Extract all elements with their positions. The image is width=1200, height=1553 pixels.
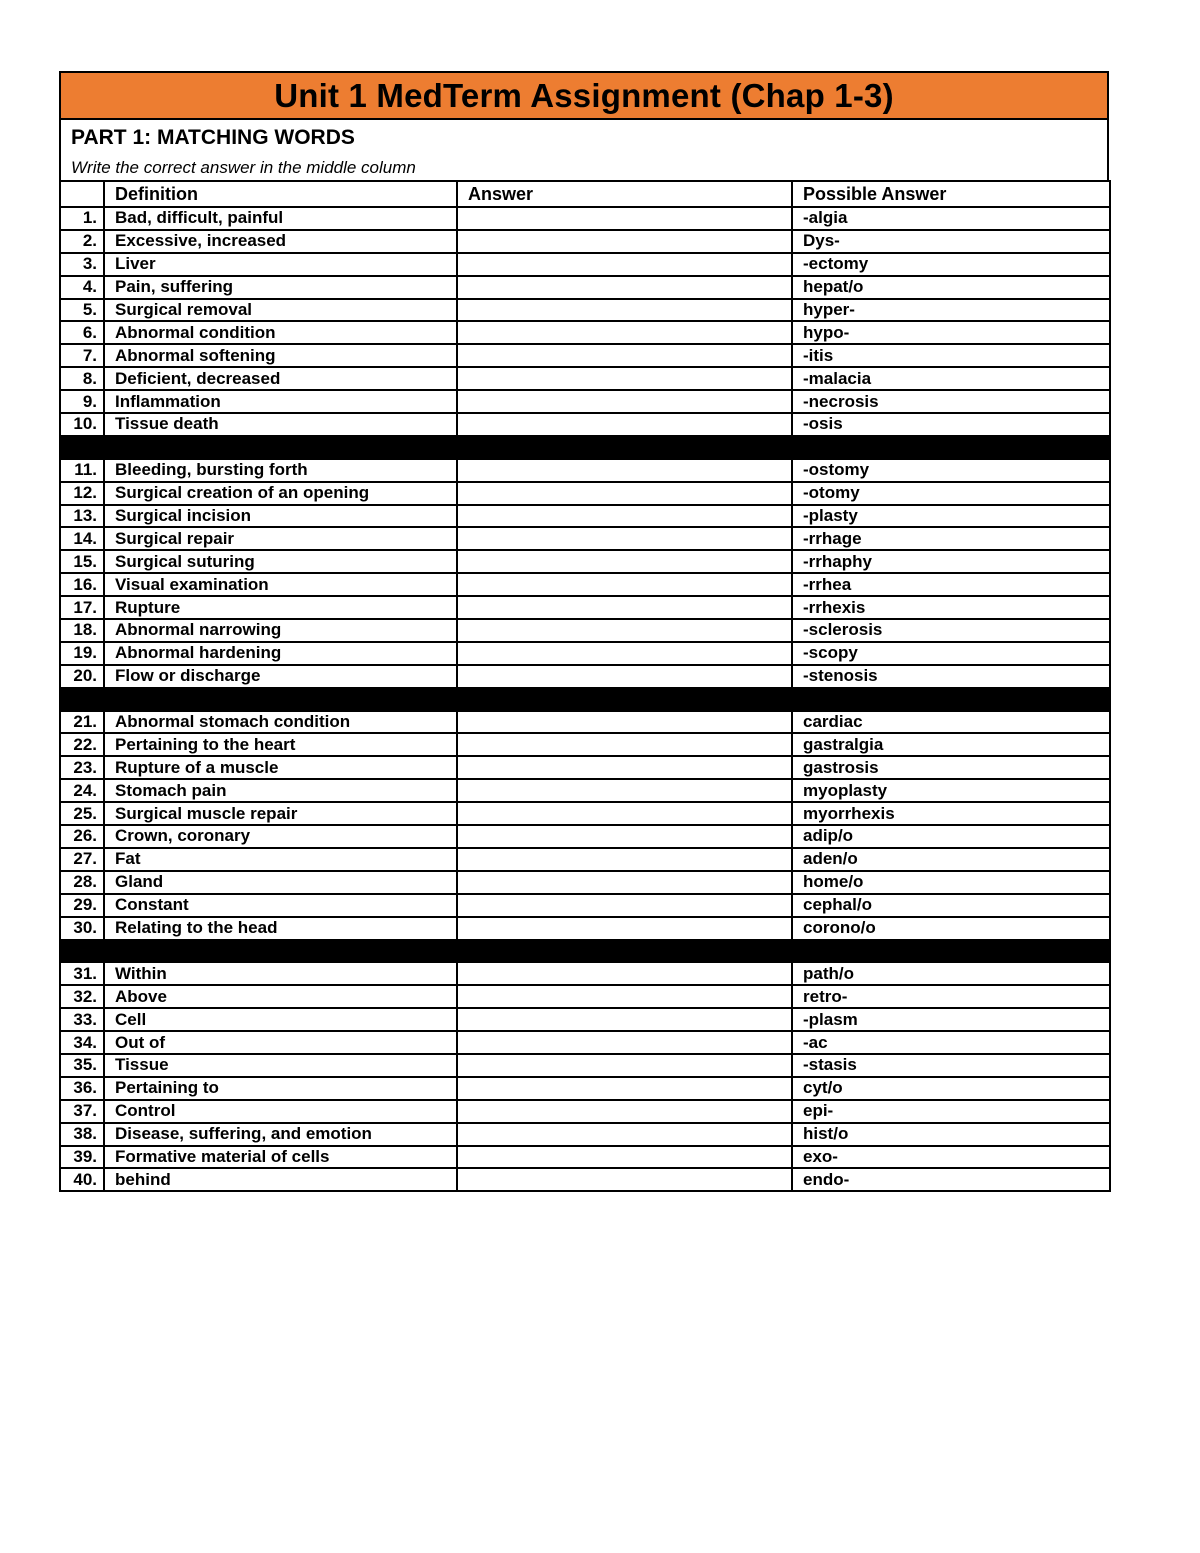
- possible-answer-cell: hist/o: [792, 1123, 1110, 1146]
- definition-cell: Bad, difficult, painful: [104, 207, 457, 230]
- definition-cell: Crown, coronary: [104, 825, 457, 848]
- answer-cell[interactable]: [457, 917, 792, 940]
- possible-answer-cell: endo-: [792, 1168, 1110, 1191]
- group-separator-row: [60, 940, 1110, 963]
- possible-answer-cell: hypo-: [792, 321, 1110, 344]
- table-row: [60, 917, 1110, 940]
- possible-answer-cell: home/o: [792, 871, 1110, 894]
- definition-cell: Tissue death: [104, 413, 457, 436]
- table-row: [60, 985, 1110, 1008]
- separator-cell: [792, 688, 1110, 711]
- possible-answer-cell: -rrhexis: [792, 596, 1110, 619]
- table-row: [60, 733, 1110, 756]
- possible-answer-cell: -otomy: [792, 482, 1110, 505]
- table-row: [60, 573, 1110, 596]
- row-number: 40.: [60, 1168, 104, 1191]
- definition-cell: Surgical removal: [104, 299, 457, 322]
- definition-cell: Pain, suffering: [104, 276, 457, 299]
- definition-cell: Surgical suturing: [104, 550, 457, 573]
- table-row: [60, 802, 1110, 825]
- possible-answer-cell: -rrhaphy: [792, 550, 1110, 573]
- row-number: 16.: [60, 573, 104, 596]
- row-number: 18.: [60, 619, 104, 642]
- definition-cell: Gland: [104, 871, 457, 894]
- definition-cell: Liver: [104, 253, 457, 276]
- possible-answer-cell: hepat/o: [792, 276, 1110, 299]
- definition-cell: Abnormal narrowing: [104, 619, 457, 642]
- answer-cell[interactable]: [457, 779, 792, 802]
- definition-cell: Abnormal stomach condition: [104, 711, 457, 734]
- table-row: [60, 665, 1110, 688]
- possible-answer-cell: -rrhage: [792, 527, 1110, 550]
- answer-cell[interactable]: [457, 550, 792, 573]
- row-number: 32.: [60, 985, 104, 1008]
- table-row: [60, 253, 1110, 276]
- table-row: [60, 825, 1110, 848]
- table-row: [60, 482, 1110, 505]
- definition-cell: Abnormal softening: [104, 344, 457, 367]
- possible-answer-cell: -ectomy: [792, 253, 1110, 276]
- answer-cell[interactable]: [457, 482, 792, 505]
- definition-cell: Relating to the head: [104, 917, 457, 940]
- row-number: 10.: [60, 413, 104, 436]
- definition-cell: Surgical repair: [104, 527, 457, 550]
- row-number: 14.: [60, 527, 104, 550]
- answer-cell[interactable]: [457, 802, 792, 825]
- definition-cell: Formative material of cells: [104, 1146, 457, 1169]
- answer-cell[interactable]: [457, 299, 792, 322]
- separator-cell: [457, 940, 792, 963]
- possible-answer-cell: hyper-: [792, 299, 1110, 322]
- table-row: [60, 1168, 1110, 1191]
- answer-cell[interactable]: [457, 1054, 792, 1077]
- definition-cell: Cell: [104, 1008, 457, 1031]
- part-instruction: Write the correct answer in the middle column: [71, 158, 416, 177]
- table-row: [60, 230, 1110, 253]
- worksheet-title-bar: [59, 71, 1109, 120]
- table-row: [60, 367, 1110, 390]
- possible-answer-cell: -ac: [792, 1031, 1110, 1054]
- row-number: 3.: [60, 253, 104, 276]
- possible-answer-cell: epi-: [792, 1100, 1110, 1123]
- answer-cell[interactable]: [457, 390, 792, 413]
- table-row: [60, 390, 1110, 413]
- row-number: 30.: [60, 917, 104, 940]
- definition-cell: Inflammation: [104, 390, 457, 413]
- definition-cell: Abnormal hardening: [104, 642, 457, 665]
- possible-answer-cell: gastrosis: [792, 756, 1110, 779]
- number-column-header: [60, 181, 104, 207]
- group-separator-row: [60, 688, 1110, 711]
- row-number: 20.: [60, 665, 104, 688]
- possible-answer-cell: myorrhexis: [792, 802, 1110, 825]
- answer-cell[interactable]: [457, 619, 792, 642]
- separator-cell: [792, 940, 1110, 963]
- table-row: [60, 1077, 1110, 1100]
- row-number: 35.: [60, 1054, 104, 1077]
- table-row: [60, 756, 1110, 779]
- possible-answer-cell: cephal/o: [792, 894, 1110, 917]
- answer-cell[interactable]: [457, 527, 792, 550]
- definition-cell: Abnormal condition: [104, 321, 457, 344]
- possible-answer-cell: aden/o: [792, 848, 1110, 871]
- definition-cell: Excessive, increased: [104, 230, 457, 253]
- answer-cell[interactable]: [457, 459, 792, 482]
- definition-cell: Deficient, decreased: [104, 367, 457, 390]
- definition-cell: Surgical incision: [104, 505, 457, 528]
- row-number: 24.: [60, 779, 104, 802]
- row-number: 6.: [60, 321, 104, 344]
- table-row: [60, 459, 1110, 482]
- row-number: 34.: [60, 1031, 104, 1054]
- possible-answer-cell: Dys-: [792, 230, 1110, 253]
- possible-answer-cell: corono/o: [792, 917, 1110, 940]
- separator-cell: [60, 940, 104, 963]
- separator-cell: [104, 436, 457, 459]
- separator-cell: [60, 436, 104, 459]
- answer-cell[interactable]: [457, 985, 792, 1008]
- answer-cell[interactable]: [457, 1100, 792, 1123]
- definition-cell: Control: [104, 1100, 457, 1123]
- table-row: [60, 344, 1110, 367]
- answer-cell[interactable]: [457, 230, 792, 253]
- row-number: 39.: [60, 1146, 104, 1169]
- answer-cell[interactable]: [457, 642, 792, 665]
- answer-cell[interactable]: [457, 825, 792, 848]
- possible-answer-cell: -plasm: [792, 1008, 1110, 1031]
- part-heading: PART 1: MATCHING WORDS: [71, 126, 355, 149]
- possible-answer-cell: adip/o: [792, 825, 1110, 848]
- row-number: 25.: [60, 802, 104, 825]
- row-number: 13.: [60, 505, 104, 528]
- row-number: 23.: [60, 756, 104, 779]
- possible-answer-cell: -stasis: [792, 1054, 1110, 1077]
- definition-cell: Stomach pain: [104, 779, 457, 802]
- answer-cell[interactable]: [457, 505, 792, 528]
- table-row: [60, 619, 1110, 642]
- definition-cell: Bleeding, bursting forth: [104, 459, 457, 482]
- table-row: [60, 1146, 1110, 1169]
- row-number: 31.: [60, 962, 104, 985]
- row-number: 29.: [60, 894, 104, 917]
- table-row: [60, 505, 1110, 528]
- possible-answer-cell: -itis: [792, 344, 1110, 367]
- table-row: [60, 527, 1110, 550]
- table-row: [60, 871, 1110, 894]
- separator-cell: [457, 688, 792, 711]
- answer-cell[interactable]: [457, 1008, 792, 1031]
- definition-cell: Out of: [104, 1031, 457, 1054]
- answer-cell[interactable]: [457, 1168, 792, 1191]
- table-row: [60, 642, 1110, 665]
- table-row: [60, 550, 1110, 573]
- table-row: [60, 276, 1110, 299]
- row-number: 8.: [60, 367, 104, 390]
- possible-answer-cell: -osis: [792, 413, 1110, 436]
- answer-cell[interactable]: [457, 344, 792, 367]
- answer-cell[interactable]: [457, 848, 792, 871]
- row-number: 12.: [60, 482, 104, 505]
- row-number: 38.: [60, 1123, 104, 1146]
- definition-cell: Rupture: [104, 596, 457, 619]
- table-row: [60, 1031, 1110, 1054]
- definition-cell: Above: [104, 985, 457, 1008]
- answer-cell[interactable]: [457, 596, 792, 619]
- possible-answer-cell: -ostomy: [792, 459, 1110, 482]
- possible-answer-cell: path/o: [792, 962, 1110, 985]
- table-row: [60, 1054, 1110, 1077]
- matching-table: [59, 180, 1111, 1192]
- answer-cell[interactable]: [457, 756, 792, 779]
- possible-answer-cell: -plasty: [792, 505, 1110, 528]
- definition-column-header: Definition: [104, 181, 457, 207]
- row-number: 21.: [60, 711, 104, 734]
- possible-answer-cell: -necrosis: [792, 390, 1110, 413]
- table-row: [60, 848, 1110, 871]
- answer-cell[interactable]: [457, 1123, 792, 1146]
- answer-cell[interactable]: [457, 413, 792, 436]
- answer-cell[interactable]: [457, 733, 792, 756]
- table-row: [60, 299, 1110, 322]
- possible-answer-cell: exo-: [792, 1146, 1110, 1169]
- definition-cell: Flow or discharge: [104, 665, 457, 688]
- row-number: 26.: [60, 825, 104, 848]
- row-number: 1.: [60, 207, 104, 230]
- definition-cell: Pertaining to: [104, 1077, 457, 1100]
- definition-cell: Constant: [104, 894, 457, 917]
- row-number: 2.: [60, 230, 104, 253]
- definition-cell: Tissue: [104, 1054, 457, 1077]
- row-number: 36.: [60, 1077, 104, 1100]
- row-number: 19.: [60, 642, 104, 665]
- possible-answer-cell: -malacia: [792, 367, 1110, 390]
- possible-answer-cell: -algia: [792, 207, 1110, 230]
- answer-cell[interactable]: [457, 711, 792, 734]
- possible-answer-cell: -sclerosis: [792, 619, 1110, 642]
- definition-cell: Pertaining to the heart: [104, 733, 457, 756]
- group-separator-row: [60, 436, 1110, 459]
- definition-cell: Surgical muscle repair: [104, 802, 457, 825]
- table-header-row: [60, 181, 1110, 207]
- worksheet: [59, 71, 1109, 1192]
- row-number: 22.: [60, 733, 104, 756]
- possible-answer-cell: -stenosis: [792, 665, 1110, 688]
- possible-answer-cell: retro-: [792, 985, 1110, 1008]
- separator-cell: [60, 688, 104, 711]
- table-row: [60, 413, 1110, 436]
- answer-cell[interactable]: [457, 1077, 792, 1100]
- answer-cell[interactable]: [457, 276, 792, 299]
- possible-answer-cell: gastralgia: [792, 733, 1110, 756]
- row-number: 37.: [60, 1100, 104, 1123]
- table-body: [60, 207, 1110, 1191]
- answer-cell[interactable]: [457, 894, 792, 917]
- row-number: 33.: [60, 1008, 104, 1031]
- definition-cell: Visual examination: [104, 573, 457, 596]
- answer-cell[interactable]: [457, 1146, 792, 1169]
- table-row: [60, 1123, 1110, 1146]
- possible-answer-cell: cardiac: [792, 711, 1110, 734]
- separator-cell: [104, 940, 457, 963]
- answer-cell[interactable]: [457, 665, 792, 688]
- separator-cell: [104, 688, 457, 711]
- part-header: [59, 120, 1109, 180]
- answer-cell[interactable]: [457, 573, 792, 596]
- answer-cell[interactable]: [457, 367, 792, 390]
- definition-cell: Fat: [104, 848, 457, 871]
- row-number: 5.: [60, 299, 104, 322]
- possible-answer-cell: myoplasty: [792, 779, 1110, 802]
- answer-cell[interactable]: [457, 1031, 792, 1054]
- definition-cell: Disease, suffering, and emotion: [104, 1123, 457, 1146]
- row-number: 15.: [60, 550, 104, 573]
- row-number: 9.: [60, 390, 104, 413]
- possible-answer-cell: -rrhea: [792, 573, 1110, 596]
- row-number: 27.: [60, 848, 104, 871]
- answer-cell[interactable]: [457, 962, 792, 985]
- table-row: [60, 1100, 1110, 1123]
- table-row: [60, 321, 1110, 344]
- definition-cell: Surgical creation of an opening: [104, 482, 457, 505]
- answer-cell[interactable]: [457, 253, 792, 276]
- answer-cell[interactable]: [457, 321, 792, 344]
- table-row: [60, 962, 1110, 985]
- possible-answer-cell: cyt/o: [792, 1077, 1110, 1100]
- answer-column-header: Answer: [457, 181, 792, 207]
- separator-cell: [457, 436, 792, 459]
- definition-cell: Rupture of a muscle: [104, 756, 457, 779]
- answer-cell[interactable]: [457, 207, 792, 230]
- answer-cell[interactable]: [457, 871, 792, 894]
- table-row: [60, 894, 1110, 917]
- table-row: [60, 207, 1110, 230]
- definition-cell: Within: [104, 962, 457, 985]
- row-number: 7.: [60, 344, 104, 367]
- possible-answer-cell: -scopy: [792, 642, 1110, 665]
- row-number: 4.: [60, 276, 104, 299]
- table-row: [60, 779, 1110, 802]
- row-number: 17.: [60, 596, 104, 619]
- row-number: 11.: [60, 459, 104, 482]
- table-row: [60, 596, 1110, 619]
- definition-cell: behind: [104, 1168, 457, 1191]
- worksheet-title: Unit 1 MedTerm Assignment (Chap 1-3): [274, 76, 894, 114]
- table-row: [60, 711, 1110, 734]
- possible-answer-column-header: Possible Answer: [792, 181, 1110, 207]
- table-row: [60, 1008, 1110, 1031]
- row-number: 28.: [60, 871, 104, 894]
- separator-cell: [792, 436, 1110, 459]
